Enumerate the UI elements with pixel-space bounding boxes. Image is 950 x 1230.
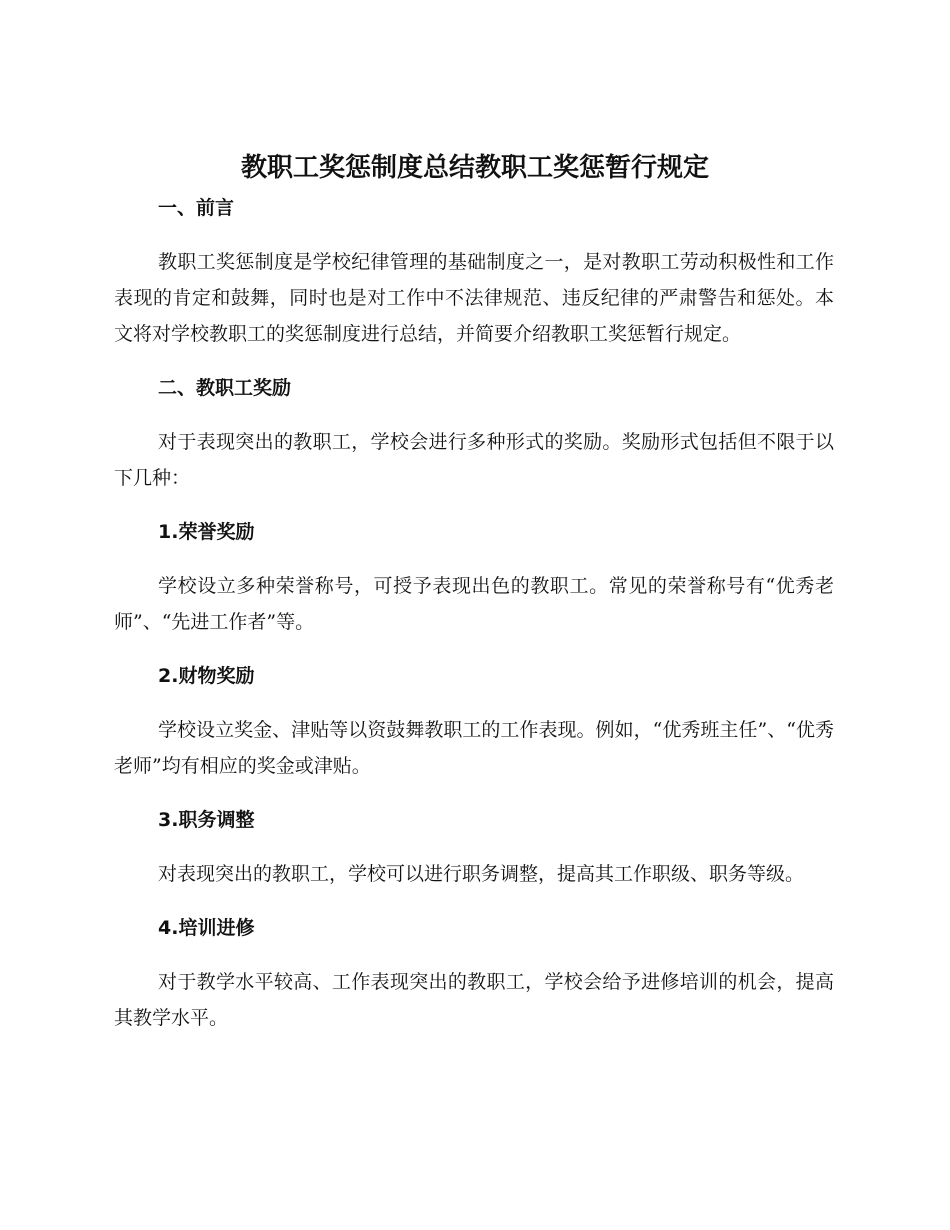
section-heading-preface: 一、前言 (158, 197, 235, 219)
paragraph-financial: 学校设立奖金、津贴等以资鼓舞教职工的工作表现。例如，“优秀班主任”、“优秀老师”均有相应的奖金或津贴。 (114, 719, 834, 777)
paragraph-position: 对表现突出的教职工，学校可以进行职务调整，提高其工作职级、职务等级。 (158, 863, 805, 885)
paragraph-rewards: 对于表现突出的教职工，学校会进行多种形式的奖励。奖励形式包括但不限于以下几种： (114, 431, 834, 489)
section-heading-training: 4.培训进修 (158, 917, 255, 939)
paragraph-preface: 教职工奖惩制度是学校纪律管理的基础制度之一，是对教职工劳动积极性和工作表现的肯定和鼓舞，同时也是对工作中不法律规范、违反纪律的严肃警告和惩处。本文将对学校教职工的奖惩制度进行总结，并简要介绍教职工奖惩暂行规定。 (114, 251, 834, 345)
paragraph-training: 对于教学水平较高、工作表现突出的教职工，学校会给予进修培训的机会，提高其教学水平。 (114, 971, 834, 1029)
paragraph-honor: 学校设立多种荣誉称号，可授予表现出色的教职工。常见的荣誉称号有“优秀老师”、“先进工作者”等。 (114, 575, 834, 633)
section-heading-honor: 1.荣誉奖励 (158, 521, 255, 543)
document-title: 教职工奖惩制度总结教职工奖惩暂行规定 (240, 153, 709, 183)
section-heading-rewards: 二、教职工奖励 (158, 377, 292, 399)
section-heading-position: 3.职务调整 (158, 809, 255, 831)
section-heading-financial: 2.财物奖励 (158, 665, 255, 687)
document-body (114, 190, 834, 1036)
